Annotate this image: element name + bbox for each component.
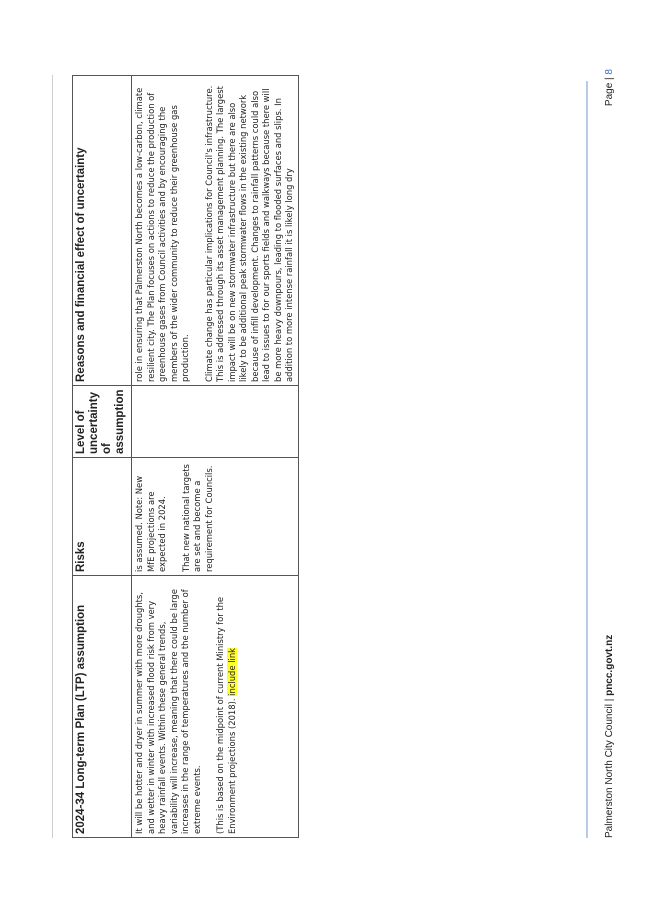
risks-cell [132,458,299,576]
footer-org-name: Palmerston North City Council [604,704,615,838]
footer-separator: | [604,695,615,705]
reasons-text-2: Climate change has particular implications for Council's infrastructure. This is addressed through its asset management planning. The largest impact will be on new stormwater infrastructure but there are also likely to be additional peak stormwater flows in the existing network because of infill development. Changes to rainfall patterns could also lead to issues to for our sports fields and walkways because there will be more heavy downpours, leading to flooded surfaces and slips. In addition to more intense rainfall it is likely long dry [203,85,294,382]
page-label: Page | [604,74,615,107]
assumptions-table-region [72,75,542,838]
risks-text-1: is assumed. Note: New MfE projections are expected in 2024. [134,475,167,572]
assumption-source [215,579,238,834]
level-cell [132,386,299,458]
assumptions-table [72,75,299,838]
assumption-text: It will be hotter and dryer in summer with more droughts, and wetter in winter with increased flood risk from very heavy rainfall events. Within these general trends, variability will increase, meaning that there could be large increases in the range of temperatures and the number of extreme events. [134,589,202,834]
page-number [604,69,615,106]
header-level: Level of uncertainty of assumption [73,386,132,458]
footer-website[interactable]: pncc.govt.nz [604,634,615,696]
footer-org [604,635,615,838]
table-row [132,76,299,838]
page-number-value: 8 [604,69,615,75]
footer-divider [586,81,588,838]
header-reasons: Reasons and financial effect of uncertainty [73,76,132,386]
table-header-row [73,76,132,838]
page-margin-line [52,75,53,838]
page-footer [596,69,626,838]
header-assumption: 2024-34 Long-term Plan (LTP) assumption [73,576,132,838]
include-link[interactable]: include link [226,647,237,696]
header-risks: Risks [73,458,132,576]
assumption-cell [132,576,299,838]
risks-text-2: That new national targets are set and become a requirement for Councils. [180,464,214,572]
reasons-text-1: role in ensuring that Palmerston North becomes a low-carbon, climate resilient city. The Plan focuses on actions to reduce the production of greenhouse gases from Council activities and by encouraging the members of the wider community to reduce their greenhouse gas production. [134,87,190,382]
assumption-source-text: (This is based on the midpoint of current Ministry for the Environment projections (2018). [215,596,237,834]
reasons-cell [132,76,299,386]
